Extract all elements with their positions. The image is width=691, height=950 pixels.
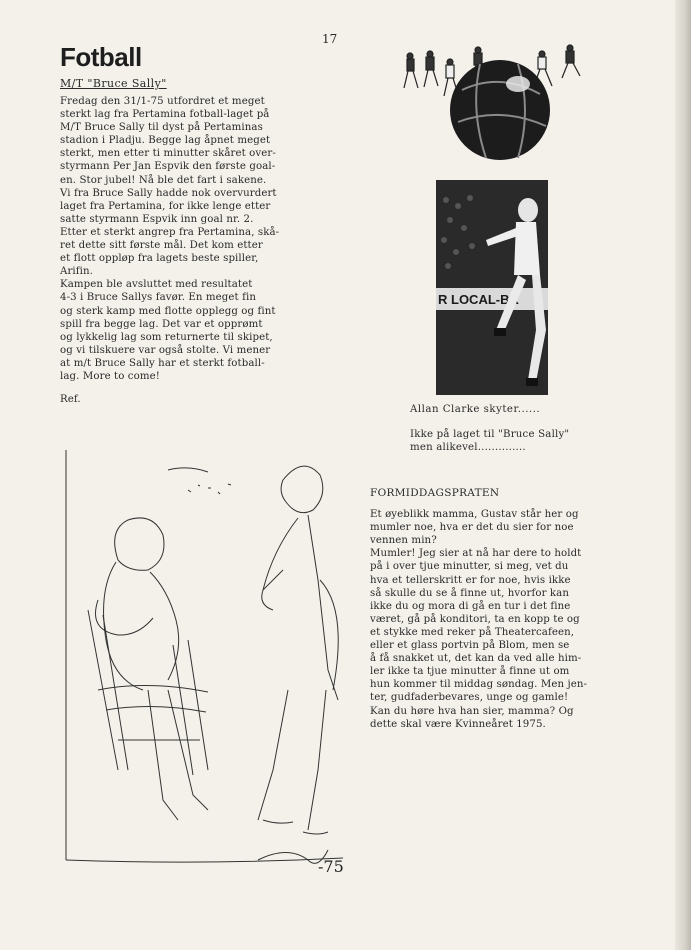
page-edge — [675, 0, 691, 950]
article-title: Fotball — [60, 42, 142, 72]
photo-allan-clarke — [436, 180, 548, 395]
article-body — [60, 95, 315, 406]
photo-banner-text: R LOCAL-BR — [438, 292, 519, 307]
photo-caption: Allan Clarke skyter...... — [410, 404, 541, 415]
page-number: 17 — [322, 32, 338, 46]
article-subtitle: M/T "Bruce Sally" — [60, 77, 167, 90]
formiddagspraten-text: Et øyeblikk mamma, Gustav står her og mumler noe, hva er det du sier for noe vennen min? Mumler! Jeg sier at nå har dere to holdt på i over tjue minutter, si meg, vet du hva et tellerskritt er for noe, hvis ikke så skulle du se å finne ut, hvorfor kan ikke du og mora di gå en tur i det fine været, gå på konditori, ta en kopp te og et stykke med reker på Theatercafeen, eller et glass portvin på Blom, men se å få snakket ut, det kan da ved alle him- ler ikke ta tjue minutter å finne ut om hun kommer til middag søndag. Men jen- ter, gudfaderbevares, unge og gamle! Kan du høre hva han sier, mamma? Og dette skal være Kvinneåret 1975. — [370, 509, 588, 730]
article-paragraph-2: Kampen ble avsluttet med resultatet 4-3 i Bruce Sallys favør. En meget fin og sterk kamp med flotte opplegg og fint spill fra begge lag. Det var et opprømt og lykkelig lag som returnerte til skipet, og vi tilskuere var også stolte. Vi mener at m/t Bruce Sally har et sterkt fotball- lag. More to come! — [60, 279, 276, 382]
football-illustration — [400, 42, 590, 160]
drawing-signature: -75 — [318, 857, 344, 876]
article-paragraph-1: Fredag den 31/1-75 utfordret et meget sterkt lag fra Pertamina fotball-laget på M/T Bruce Sally til dyst på Pertaminas stadion i Pladju. Begge lag åpnet meget sterkt, men etter ti minutter skåret over- styrmann Per Jan Espvik den første goal- en. Stor jubel! Nå ble det fart i sakene. Vi fra Bruce Sally hadde nok overvurdert laget fra Pertamina, for ikke lenge etter satte styrmann Espvik inn goal nr. 2. Etter et sterkt angrep fra Pertamina, skå- ret dette sitt første mål. Det kom etter et flott oppløp fra lagets beste spiller, Arifin. — [60, 96, 280, 278]
photo-image — [436, 180, 548, 395]
article-signature: Ref. — [60, 394, 81, 406]
sketch-drawing — [58, 440, 358, 880]
photo-note: Ikke på laget til "Bruce Sally" men alikevel.............. — [410, 429, 570, 453]
formiddagspraten-section — [370, 487, 660, 731]
formiddagspraten-heading: FORMIDDAGSPRATEN — [370, 487, 500, 499]
